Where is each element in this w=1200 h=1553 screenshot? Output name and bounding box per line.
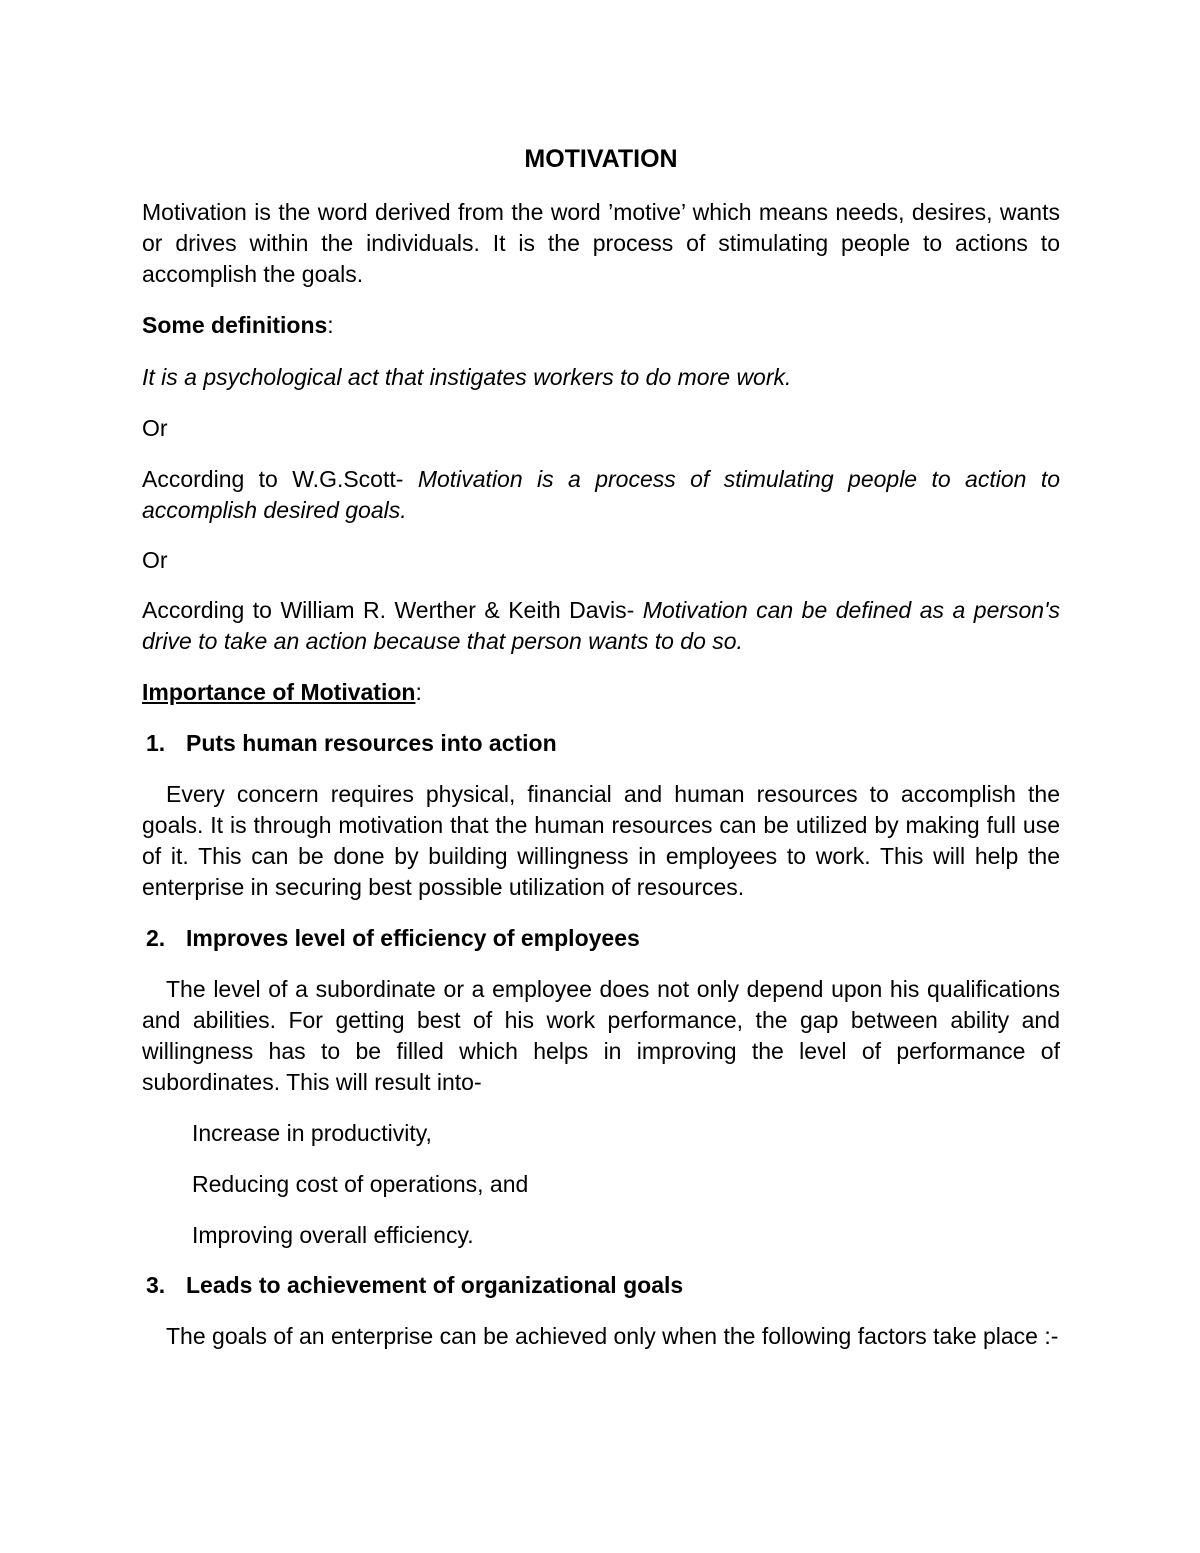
definition-2-quote: Motivation is a process of stimulating people to action to accomplish desired goals. [142,466,1060,523]
importance-heading-text: Importance of Motivation [142,679,416,705]
section-3-heading [146,1270,683,1301]
section-2-heading-text: Improves level of efficiency of employees [186,925,640,951]
document-title: MOTIVATION [524,145,678,173]
definition-3 [142,595,1060,657]
definition-3-quote: Motivation can be defined as a person's drive to take an action because that person wants to do so. [142,597,1060,654]
definitions-heading-text: Some definitions [142,312,328,338]
definitions-heading-colon: : [327,312,334,338]
intro-paragraph: Motivation is the word derived from the word ’motive’ which means needs, desires, wants or drives within the individuals. It is the process of stimulating people to actions to accomplish the goals. [142,199,1060,287]
section-3-body: The goals of an enterprise can be achieved only when the following factors take place :- [166,1323,1059,1349]
section-1-heading-text: Puts human resources into action [186,730,557,756]
section-1-heading [146,728,557,759]
or-separator-1: Or [142,415,168,441]
section-3-heading-text: Leads to achievement of organizational goals [186,1272,684,1298]
definition-1: It is a psychological act that instigates workers to do more work. [142,364,792,390]
section-3-number: 3. [146,1272,166,1298]
section-2-number: 2. [146,925,166,951]
list-item: Increase in productivity, [192,1120,432,1146]
section-2-heading [146,923,640,954]
importance-heading [142,677,1060,708]
definition-2-prefix: According to W.G.Scott- [142,466,418,492]
list-item: Improving overall efficiency. [192,1222,474,1248]
section-1-body: Every concern requires physical, financial and human resources to accomplish the goals. It is through motivation that the human resources can be utilized by making full use of it. This can be done by building willingness in employees to work. This will help the enterprise in securing best possible utilization of resources. [142,781,1060,900]
definition-2 [142,464,1060,526]
definition-3-prefix: According to William R. Werther & Keith Davis- [142,597,643,623]
importance-heading-colon: : [415,679,422,705]
definitions-heading [142,310,1060,341]
or-separator-2: Or [142,547,168,573]
list-item: Reducing cost of operations, and [192,1171,529,1197]
section-2-body: The level of a subordinate or a employee does not only depend upon his qualifications and abilities. For getting best of his work performance, the gap between ability and willingness has to be filled which helps in improving the level of performance of subordinates. This will result into- [142,976,1060,1095]
section-1-number: 1. [146,730,166,756]
